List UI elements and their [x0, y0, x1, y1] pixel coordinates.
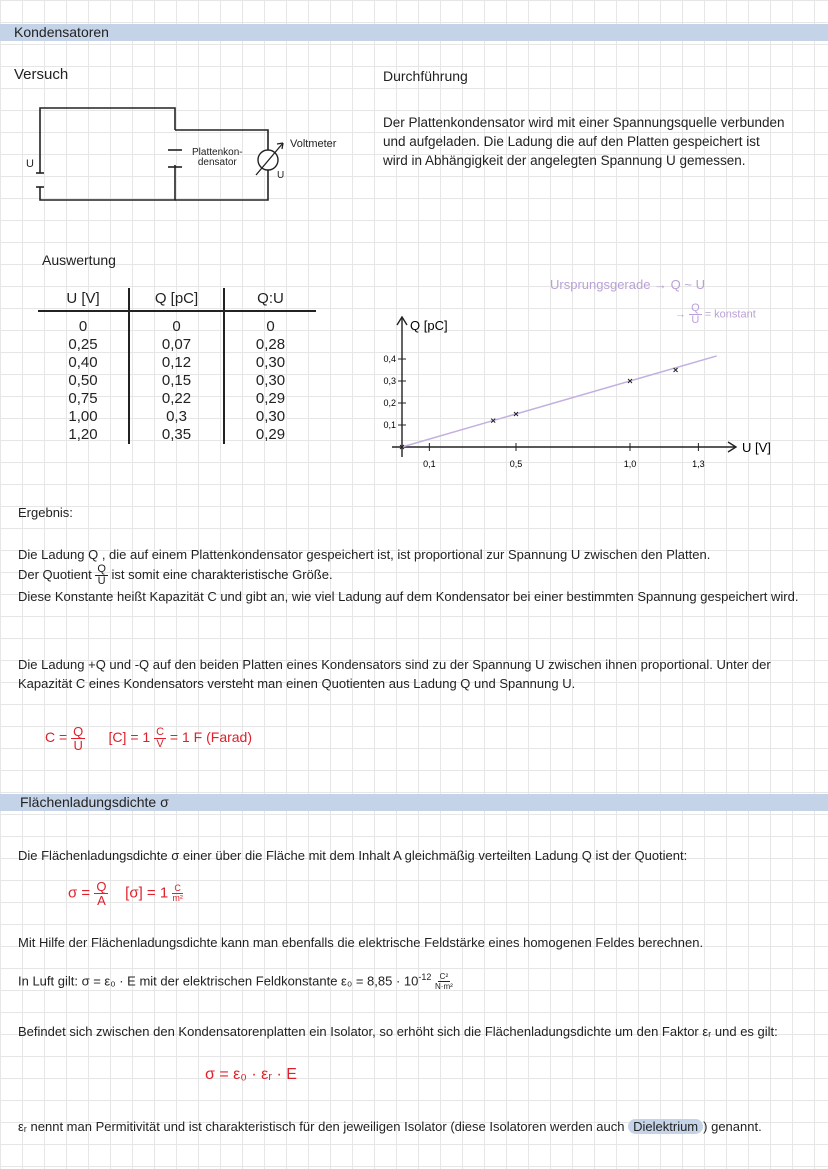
- table-cell: 0,30: [255, 354, 286, 371]
- y-axis-label: Q [pC]: [410, 318, 448, 333]
- table-cell: 0: [266, 318, 275, 335]
- dielectric-formula: σ = ε₀ · εᵣ · E: [205, 1066, 297, 1083]
- table-row: [38, 372, 316, 390]
- flaeche-heading: Flächenladungsdichte σ: [20, 794, 169, 810]
- flaeche-paragraph-4: Befindet sich zwischen den Kondensatorenplatten ein Isolator, so erhöht sich die Flächenladungsdichte um den Faktor εᵣ und es gilt:: [18, 1024, 778, 1039]
- data-point: [674, 368, 678, 372]
- table-cell: 0,75: [38, 390, 129, 408]
- table-cell: 0,29: [255, 390, 286, 407]
- q-u-graph: [370, 310, 790, 480]
- table-row: [38, 426, 316, 444]
- table-cell: 0,30: [255, 408, 286, 425]
- table-row: [38, 311, 316, 336]
- table-cell: 0,29: [255, 426, 286, 443]
- table-cell: 0,30: [255, 372, 286, 389]
- y-tick-label: 0,1: [383, 420, 396, 430]
- x-tick-label: 1,0: [623, 459, 637, 469]
- table-cell: 0,50: [38, 372, 129, 390]
- capacity-formula: C = $\frac{Q}{U}$ [C] = 1 $\frac{C}{V}$ = 1 F (Farad): [45, 724, 253, 753]
- sigma-formula: σ = $\frac{Q}{A}$ [σ] = 1 $\frac{C}{\text{m²}}$: [68, 879, 183, 908]
- table-cell: 0,15: [129, 372, 224, 390]
- y-tick-label: 0,2: [383, 398, 396, 408]
- flaeche-paragraph-1: Die Flächenladungsdichte σ einer über die Fläche mit dem Inhalt A gleichmäßig verteilten Ladung Q ist der Quotient:: [18, 848, 688, 863]
- ergebnis-paragraph-1: Die Ladung Q , die auf einem Plattenkondensator gespeichert ist, ist proportional zur Spannung U zwischen den Platten. Der Quotient $\frac{Q}{U}$ ist somit eine charakteristische Größe. Diese Konstante heißt Kapazität C und gibt an, wie viel Ladung auf dem Kondensator bei einer bestimmten Spannung gespeichert wird.: [18, 547, 799, 604]
- table-cell: 1,00: [38, 408, 129, 426]
- x-axis-label: U [V]: [742, 440, 771, 455]
- x-tick-label: 0,1: [423, 459, 436, 469]
- ergebnis-paragraph-2: Die Ladung +Q und -Q auf den beiden Platten eines Kondensators sind zu der Spannung U zwischen ihnen proportional. Unter der Kapazität C eines Kondensators versteht man einen Quotienten aus Ladung Q und Spannung U.: [18, 657, 771, 691]
- flaeche-paragraph-5: εᵣ nennt man Permitivität und ist charakteristisch für den jeweiligen Isolator (diese Isolatoren werden auch Dielektrium ) genannt.: [18, 1119, 762, 1134]
- flaeche-paragraph-3: In Luft gilt: σ = ε₀ · E mit der elektrischen Feldkonstante $\varepsilon_0 = 8,85 \cdot 10^{-12}$ $\frac{\text{C²}}{\text{N·m²}}$: [18, 972, 453, 992]
- voltmeter-label: Voltmeter: [290, 138, 337, 150]
- flaeche-paragraph-2: Mit Hilfe der Flächenladungsdichte kann man ebenfalls die elektrische Feldstärke eines homogenen Feldes berechnen.: [18, 935, 704, 950]
- table-cell: 0,28: [255, 336, 286, 353]
- circuit-diagram: [0, 95, 360, 210]
- y-tick-label: 0,3: [383, 376, 396, 386]
- dielektrium-highlight: Dielektrium: [628, 1119, 703, 1134]
- graph-note-1: Ursprungsgerade → Q ~ U: [550, 277, 705, 292]
- column-header: U [V]: [38, 288, 129, 311]
- measurement-table: [38, 288, 316, 444]
- table-cell: 1,20: [38, 426, 129, 444]
- ergebnis-heading: Ergebnis:: [18, 505, 73, 520]
- table-row: [38, 408, 316, 426]
- table-cell: 0,25: [38, 336, 129, 354]
- voltmeter-u-label: U: [277, 170, 285, 181]
- page-title: Kondensatoren: [14, 24, 109, 40]
- table-cell: 0: [38, 311, 129, 336]
- fit-line: [402, 356, 717, 447]
- table-cell: 0,3: [129, 408, 224, 426]
- x-tick-label: 0,5: [509, 459, 523, 469]
- table-cell: 0,40: [38, 354, 129, 372]
- table-row: [38, 390, 316, 408]
- auswertung-heading: Auswertung: [42, 252, 116, 268]
- column-header: Q [pC]: [129, 288, 224, 311]
- table-row: [38, 354, 316, 372]
- capacitor-label: Plattenkon- densator: [192, 147, 243, 168]
- table-cell: 0,12: [129, 354, 224, 372]
- durchfuehrung-text: Der Plattenkondensator wird mit einer Spannungsquelle verbunden und aufgeladen. Die Ladung die auf den Platten gespeichert ist wird in Abhängigkeit der angelegten Spannung U gemessen.: [383, 115, 785, 168]
- durchfuehrung-heading: Durchführung: [383, 68, 468, 84]
- title-band: [0, 24, 828, 41]
- table-cell: 0,35: [129, 426, 224, 444]
- x-tick-label: 1,3: [692, 459, 705, 469]
- table-cell: 0,07: [129, 336, 224, 354]
- table-cell: 0,22: [129, 390, 224, 408]
- y-tick-label: 0,4: [383, 354, 396, 364]
- graph-note-2: → $\frac{Q}{U}$ = konstant: [675, 302, 756, 326]
- versuch-heading: Versuch: [14, 66, 69, 83]
- table-cell: 0: [129, 311, 224, 336]
- source-voltage-label: U: [26, 158, 34, 170]
- table-row: [38, 336, 316, 354]
- column-header: Q:U: [224, 288, 316, 311]
